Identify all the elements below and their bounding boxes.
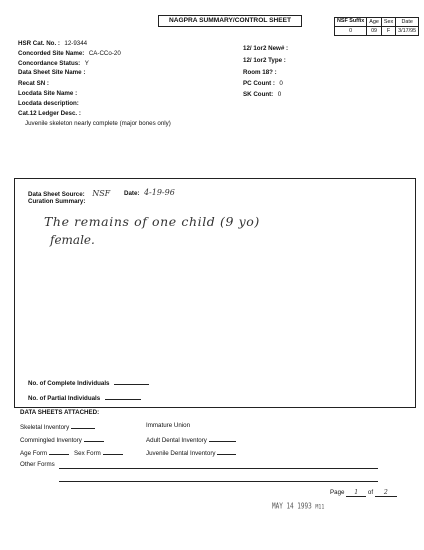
locdata-description-field bbox=[18, 92, 79, 110]
page-of-label: of bbox=[367, 489, 374, 496]
field-value: 4-19-96 bbox=[143, 188, 175, 197]
curation-handwriting-line-2: female. bbox=[50, 233, 95, 247]
nsf-header-suffix: NSF Suffix bbox=[335, 18, 367, 27]
field-label: Commingled Inventory bbox=[20, 437, 82, 444]
other-forms-line-2 bbox=[59, 481, 378, 482]
ledger-description: Juvenile skeleton nearly complete (major bones only) bbox=[25, 120, 171, 127]
adult-dental-field bbox=[146, 435, 236, 444]
field-value: 12-9344 bbox=[64, 40, 88, 47]
juvenile-dental-field bbox=[146, 448, 236, 457]
field-label: 12/ 1or2 Type : bbox=[243, 57, 286, 64]
field-label: No. of Partial Individuals bbox=[28, 395, 101, 402]
field-label: Concorded Site Name: bbox=[18, 50, 85, 57]
received-stamp bbox=[272, 502, 324, 511]
nsf-date-value: 3/17/95 bbox=[396, 27, 419, 36]
age-form-field bbox=[20, 448, 69, 457]
page-counter bbox=[330, 489, 397, 497]
page-total: 2 bbox=[375, 489, 397, 497]
partial-individuals-field bbox=[28, 387, 141, 405]
immature-union-field bbox=[146, 422, 190, 429]
nsf-sex-value: F bbox=[381, 27, 395, 36]
field-blank bbox=[209, 435, 236, 442]
nsf-suffix-value: 0 bbox=[335, 27, 367, 36]
curation-summary-label: Curation Summary: bbox=[28, 198, 86, 205]
ledger-label: Cat.12 Ledger Desc. : bbox=[18, 110, 81, 117]
field-value: 0 bbox=[279, 80, 283, 87]
field-label: Juvenile Dental Inventory bbox=[146, 450, 216, 457]
field-label: SK Count: bbox=[243, 91, 274, 98]
field-blank bbox=[114, 378, 149, 385]
field-label: Data Sheet Site Name : bbox=[18, 69, 86, 76]
sex-form-field bbox=[74, 448, 123, 457]
field-label: Date: bbox=[124, 190, 140, 197]
curation-handwriting-line-1: The remains of one child (9 yo) bbox=[44, 214, 260, 229]
nsf-header-date: Date bbox=[396, 18, 419, 27]
field-label: Locdata description: bbox=[18, 100, 79, 107]
page-current: 1 bbox=[346, 489, 366, 497]
field-blank bbox=[217, 448, 236, 455]
field-label: Locdata Site Name : bbox=[18, 90, 78, 97]
page-title: NAGPRA SUMMARY/CONTROL SHEET bbox=[158, 15, 302, 27]
field-label: Concordance Status: bbox=[18, 60, 81, 67]
field-blank bbox=[105, 393, 141, 400]
stamp-date: MAY 14 1993 bbox=[272, 501, 312, 512]
field-label: Sex Form bbox=[74, 450, 101, 457]
field-label: Data Sheet Source: bbox=[28, 191, 85, 198]
field-value: 0 bbox=[277, 91, 282, 98]
field-value: CA-CCo-20 bbox=[88, 50, 121, 57]
nsf-age-value: 09 bbox=[367, 27, 382, 36]
field-blank bbox=[84, 435, 104, 442]
field-value: Y bbox=[84, 60, 89, 67]
field-blank bbox=[49, 448, 69, 455]
other-forms-field bbox=[20, 461, 55, 468]
field-blank bbox=[71, 422, 95, 429]
field-value: NSF bbox=[92, 189, 111, 198]
section-divider-bottom bbox=[14, 407, 416, 408]
commingled-inventory-field bbox=[20, 435, 104, 444]
nsf-header-sex: Sex bbox=[381, 18, 395, 27]
other-forms-line-1 bbox=[59, 468, 378, 469]
sk-count-field bbox=[243, 83, 281, 101]
field-label: Skeletal Inventory bbox=[20, 424, 70, 431]
nsf-table bbox=[334, 17, 419, 36]
date-field bbox=[124, 182, 175, 200]
field-label: HSR Cat. No. : bbox=[18, 40, 60, 47]
page-label: Page bbox=[330, 489, 345, 496]
nsf-header-age: Age bbox=[367, 18, 382, 27]
attached-heading: DATA SHEETS ATTACHED: bbox=[20, 409, 100, 416]
skeletal-inventory-field bbox=[20, 422, 95, 431]
field-label: Recat SN : bbox=[18, 80, 49, 87]
field-label: Adult Dental Inventory bbox=[146, 437, 207, 444]
field-label: No. of Complete Individuals bbox=[28, 380, 110, 387]
field-label: Immature Union bbox=[146, 422, 191, 429]
stamp-initials: M11 bbox=[315, 503, 325, 512]
field-label: 12/ 1or2 New# : bbox=[243, 45, 289, 52]
field-label: PC Count : bbox=[243, 80, 275, 87]
field-label: Age Form bbox=[20, 450, 48, 457]
field-blank bbox=[103, 448, 123, 455]
field-label: Other Forms bbox=[20, 461, 55, 468]
field-label: Room 18? : bbox=[243, 69, 277, 76]
